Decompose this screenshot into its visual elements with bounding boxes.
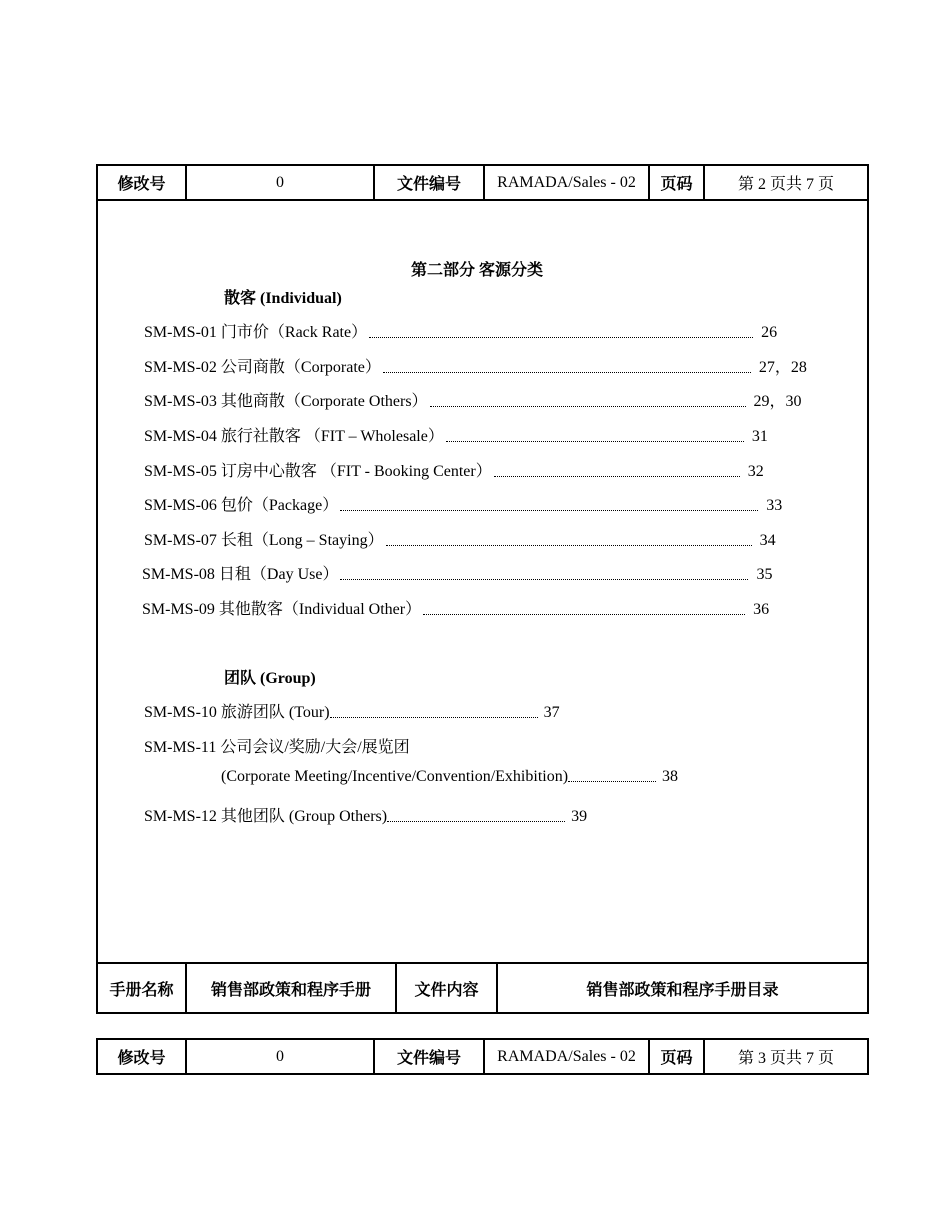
page-label: 页码 xyxy=(650,1040,705,1073)
toc-item-sm-ms-08 xyxy=(142,561,772,584)
toc-item-text: SM-MS-06 包价（Package） xyxy=(144,497,339,514)
toc-item-sm-ms-11-continued xyxy=(221,768,678,786)
toc-item-sm-ms-09 xyxy=(142,596,769,619)
toc-item-page: 32 xyxy=(747,463,764,480)
toc-item-text: SM-MS-09 其他散客（Individual Other） xyxy=(142,601,422,618)
leader-dots xyxy=(330,717,538,718)
footer-row xyxy=(98,962,867,1012)
toc-item-sm-ms-05 xyxy=(144,458,764,481)
individual-heading: 散客 (Individual) xyxy=(224,290,342,307)
revision-value: 0 xyxy=(187,166,375,199)
page-value: 第 2 页共 7 页 xyxy=(737,176,834,193)
toc-item-page: 31 xyxy=(751,428,768,445)
toc-item-sm-ms-04 xyxy=(144,423,768,446)
doc-number-value: RAMADA/Sales - 02 xyxy=(485,1040,650,1073)
section-title: 第二部分 客源分类 xyxy=(411,262,544,279)
leader-dots xyxy=(340,579,748,580)
toc-item-sm-ms-06 xyxy=(144,492,782,515)
toc-item-sm-ms-02 xyxy=(144,354,807,377)
file-content-label: 文件内容 xyxy=(397,964,498,1012)
leader-dots xyxy=(386,545,752,546)
revision-label: 修改号 xyxy=(98,166,187,199)
toc-item-sm-ms-07 xyxy=(144,527,776,550)
manual-name-label: 手册名称 xyxy=(98,964,187,1012)
file-content-value: 销售部政策和程序手册目录 xyxy=(586,981,779,999)
toc-item-page: 38 xyxy=(662,768,679,785)
manual-name-value: 销售部政策和程序手册 xyxy=(187,964,397,1012)
header-table xyxy=(96,164,869,201)
toc-item-text: SM-MS-12 其他团队 (Group Others) xyxy=(144,808,388,825)
toc-item-page: 39 xyxy=(571,808,588,825)
page-value: 第 3 页共 7 页 xyxy=(737,1050,834,1067)
leader-dots xyxy=(430,406,746,407)
leader-dots xyxy=(568,781,656,782)
toc-item-text: (Corporate Meeting/Incentive/Convention/Exhibition) xyxy=(221,768,569,785)
leader-dots xyxy=(340,510,758,511)
toc-item-sm-ms-10 xyxy=(144,699,560,722)
toc-item-text: SM-MS-02 公司商散（Corporate） xyxy=(144,359,381,376)
toc-item-text: SM-MS-08 日租（Day Use） xyxy=(142,566,339,583)
page-label: 页码 xyxy=(650,166,705,199)
toc-item-text: SM-MS-04 旅行社散客 （FIT – Wholesale） xyxy=(144,428,444,445)
leader-dots xyxy=(387,821,565,822)
toc-item-sm-ms-11 xyxy=(144,734,410,757)
leader-dots xyxy=(423,614,745,615)
toc-item-page: 27，28 xyxy=(758,359,807,376)
toc-item-text: SM-MS-01 门市价（Rack Rate） xyxy=(144,324,368,341)
group-heading: 团队 (Group) xyxy=(224,670,316,687)
doc-number-label: 文件编号 xyxy=(375,1040,485,1073)
leader-dots xyxy=(446,441,744,442)
toc-item-text: SM-MS-07 长租（Long – Staying） xyxy=(144,532,384,549)
toc-item-page: 34 xyxy=(759,532,776,549)
toc-item-page: 29，30 xyxy=(753,393,802,410)
toc-item-sm-ms-12 xyxy=(144,803,587,826)
doc-number-label: 文件编号 xyxy=(375,166,485,199)
leader-dots xyxy=(383,372,751,373)
toc-item-text: SM-MS-11 公司会议/奖励/大会/展览团 xyxy=(144,739,410,756)
toc-item-page: 33 xyxy=(766,497,783,514)
toc-item-page: 36 xyxy=(753,601,770,618)
leader-dots xyxy=(494,476,740,477)
toc-item-sm-ms-03 xyxy=(144,388,802,411)
revision-value: 0 xyxy=(187,1040,375,1073)
toc-item-page: 37 xyxy=(543,704,560,721)
toc-item-page: 35 xyxy=(756,566,773,583)
header-table-next-page xyxy=(96,1038,869,1075)
toc-item-page: 26 xyxy=(761,324,778,341)
leader-dots xyxy=(369,337,753,338)
toc-item-sm-ms-01 xyxy=(144,319,777,342)
toc-item-text: SM-MS-03 其他商散（Corporate Others） xyxy=(144,393,428,410)
revision-label: 修改号 xyxy=(98,1040,187,1073)
toc-item-text: SM-MS-10 旅游团队 (Tour) xyxy=(144,704,330,721)
toc-item-text: SM-MS-05 订房中心散客 （FIT - Booking Center） xyxy=(144,463,492,480)
doc-number-value: RAMADA/Sales - 02 xyxy=(485,166,650,199)
